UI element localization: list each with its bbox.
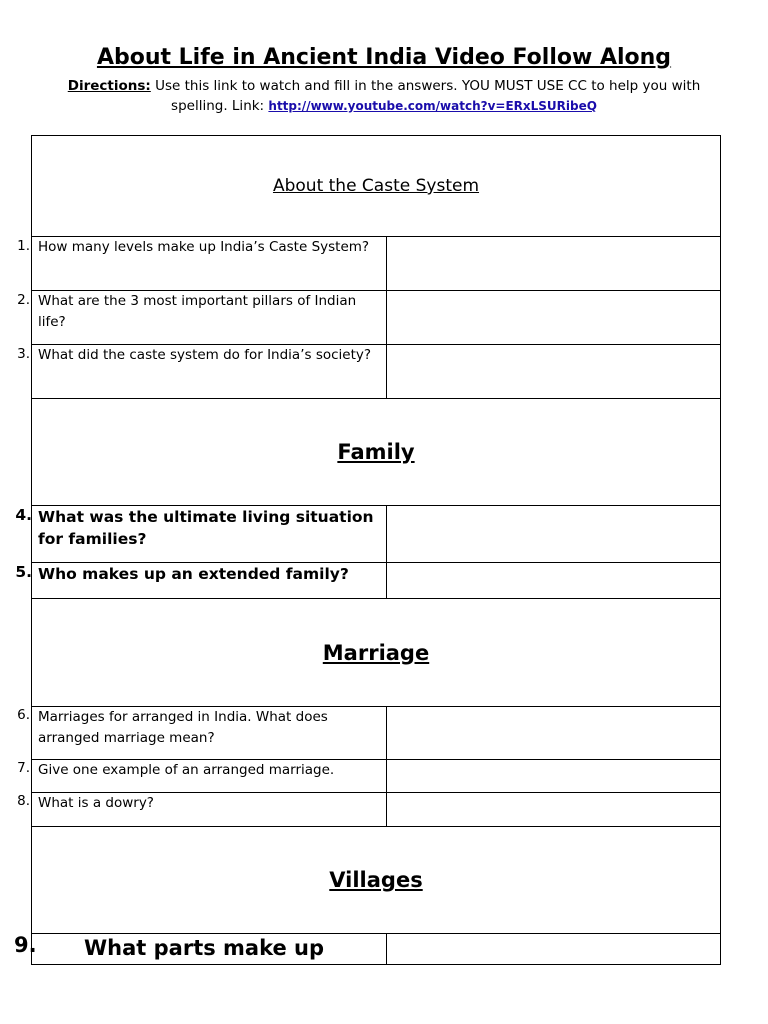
question-text: What did the caste system do for India’s society? <box>32 345 387 398</box>
section-header-marriage <box>31 598 721 706</box>
question-number: 3. <box>17 346 30 362</box>
question-row <box>31 505 721 562</box>
question-text: What are the 3 most important pillars of Indian life? <box>32 291 387 344</box>
question-text: What was the ultimate living situation for families? <box>32 506 387 562</box>
answer-field[interactable] <box>387 760 720 792</box>
section-title-family: Family <box>337 440 415 464</box>
answer-field[interactable] <box>387 563 720 598</box>
question-text: What is a dowry? <box>32 793 387 826</box>
question-row <box>31 290 721 344</box>
question-text: Who makes up an extended family? <box>32 563 387 598</box>
question-number: 6. <box>17 707 30 723</box>
question-text: How many levels make up India’s Caste System? <box>32 237 387 290</box>
directions-label: Directions: <box>67 78 151 94</box>
section-header-villages <box>31 826 721 933</box>
answer-field[interactable] <box>387 345 720 398</box>
question-row <box>31 344 721 398</box>
answer-field[interactable] <box>387 707 720 759</box>
answer-field[interactable] <box>387 291 720 344</box>
answer-field[interactable] <box>387 934 720 964</box>
section-title-villages: Villages <box>329 868 423 892</box>
section-header-caste <box>31 135 721 236</box>
question-text: Give one example of an arranged marriage. <box>32 760 387 792</box>
question-row <box>31 562 721 598</box>
question-number: 5. <box>15 563 32 581</box>
question-number: 8. <box>17 793 30 809</box>
question-number: 7. <box>17 760 30 776</box>
section-title-caste: About the Caste System <box>272 176 480 196</box>
question-number: 9. <box>14 933 37 957</box>
question-row <box>31 706 721 759</box>
question-number: 1. <box>17 238 30 254</box>
directions-text: Use this link to watch and fill in the answers. YOU MUST USE CC to help you with spelling. Link: <box>150 78 701 114</box>
video-link[interactable]: http://www.youtube.com/watch?v=ERxLSURibeQ <box>268 99 597 113</box>
question-row <box>31 236 721 290</box>
question-text: What parts make up <box>32 934 387 964</box>
answer-field[interactable] <box>387 506 720 562</box>
question-row <box>31 792 721 826</box>
answer-field[interactable] <box>387 793 720 826</box>
question-row <box>31 759 721 792</box>
page-title: About Life in Ancient India Video Follow Along <box>96 45 672 70</box>
directions <box>40 76 728 116</box>
section-header-family <box>31 398 721 505</box>
question-text: Marriages for arranged in India. What does arranged marriage mean? <box>32 707 387 759</box>
question-row <box>31 933 721 965</box>
answer-field[interactable] <box>387 237 720 290</box>
section-title-marriage: Marriage <box>322 640 430 665</box>
question-number: 4. <box>15 506 32 524</box>
question-number: 2. <box>17 292 30 308</box>
